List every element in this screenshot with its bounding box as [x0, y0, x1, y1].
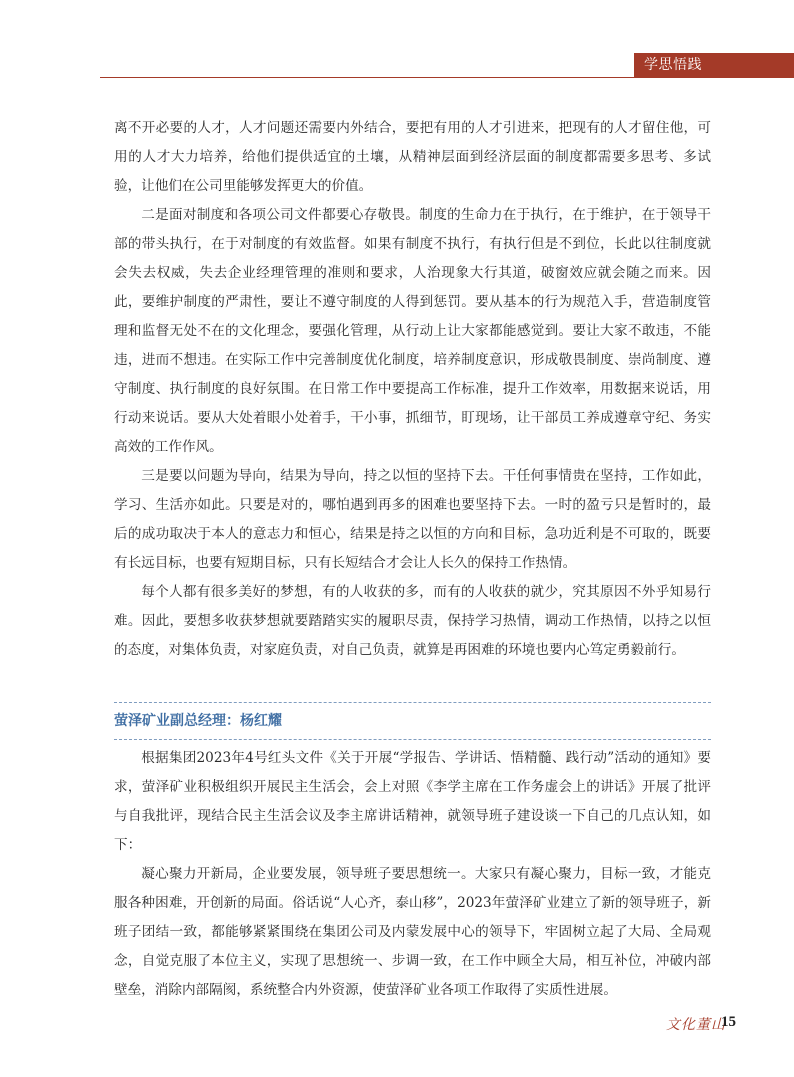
article-body-2: [114, 744, 711, 1005]
paragraph: 三是要以问题为导向，结果为导向，持之以恒的坚持下去。干任何事情贵在坚持，工作如此，学习、生活亦如此。只要是对的，哪怕遇到再多的困难也要坚持下去。一时的盈亏只是暂时的，最后的成功取决于本人的意志力和恒心，结果是持之以恒的方向和目标，急功近利是不可取的，既要有长远目标，也要有短期目标，只有长短结合才会让人长久的保持工作热情。: [114, 468, 711, 571]
author-heading: 萤泽矿业副总经理：杨红耀: [114, 713, 282, 729]
paragraph: 每个人都有很多美好的梦想，有的人收获的多，而有的人收获的就少，究其原因不外乎知易行难。因此，要想多收获梦想就要踏踏实实的履职尽责，保持学习热情，调动工作热情，以持之以恒的态度，对集体负责，对家庭负责，对自己负责，就算是再困难的环境也要内心笃定勇毅前行。: [114, 584, 711, 658]
magazine-logo: 文化董山: [666, 1017, 726, 1033]
paragraph: 凝心聚力开新局，企业要发展，领导班子要思想统一。大家只有凝心聚力，目标一致，才能克服各种困难，开创新的局面。俗话说“人心齐，泰山移”，2023年萤泽矿业建立了新的领导班子，新班子团结一致，都能够紧紧围绕在集团公司及内蒙发展中心的领导下，牢固树立起了大局、全局观念，自觉克服了本位主义，实现了思想统一、步调一致，在工作中顾全大局，相互补位，冲破内部壁垒，消除内部隔阂，系统整合内外资源，使萤泽矿业各项工作取得了实质性进展。: [114, 866, 711, 998]
section-divider-top: [114, 702, 711, 703]
paragraph: 二是面对制度和各项公司文件都要心存敬畏。制度的生命力在于执行，在于维护，在于领导干部的带头执行，在于对制度的有效监督。如果有制度不执行，有执行但是不到位，长此以往制度就会失去权威，失去企业经理管理的准则和要求，人治现象大行其道，破窗效应就会随之而来。因此，要维护制度的严肃性，要让不遵守制度的人得到惩罚。要从基本的行为规范入手，营造制度管理和监督无处不在的文化理念，要强化管理，从行动上让大家都能感觉到。要让大家不敢违，不能违，进而不想违。在实际工作中完善制度优化制度，培养制度意识，形成敬畏制度、崇尚制度、遵守制度、执行制度的良好氛围。在日常工作中要提高工作标准，提升工作效率，用数据来说话，用行动来说话。要从大处着眼小处着手，干小事，抓细节，盯现场，让干部员工养成遵章守纪、务实高效的工作作风。: [114, 207, 711, 455]
page-number: 15: [721, 1014, 736, 1030]
paragraph: 根据集团2023年4号红头文件《关于开展“学报告、学讲话、悟精髓、践行动”活动的通知》要求，萤泽矿业积极组织开展民主生活会，会上对照《李学主席在工作务虚会上的讲话》开展了批评与自我批评，现结合民主生活会议及李主席讲话精神，就领导班子建设谈一下自己的几点认知，如下：: [114, 750, 711, 853]
header-rule: [100, 77, 794, 78]
article-body: [114, 114, 711, 665]
paragraph: 离不开必要的人才，人才问题还需要内外结合，要把有用的人才引进来，把现有的人才留住他，可用的人才大力培养，给他们提供适宜的土壤，从精神层面到经济层面的制度都需要多思考、多试验，让他们在公司里能够发挥更大的价值。: [114, 120, 711, 194]
section-tag: 学思悟践: [634, 53, 794, 78]
section-divider-bottom: [114, 739, 711, 740]
